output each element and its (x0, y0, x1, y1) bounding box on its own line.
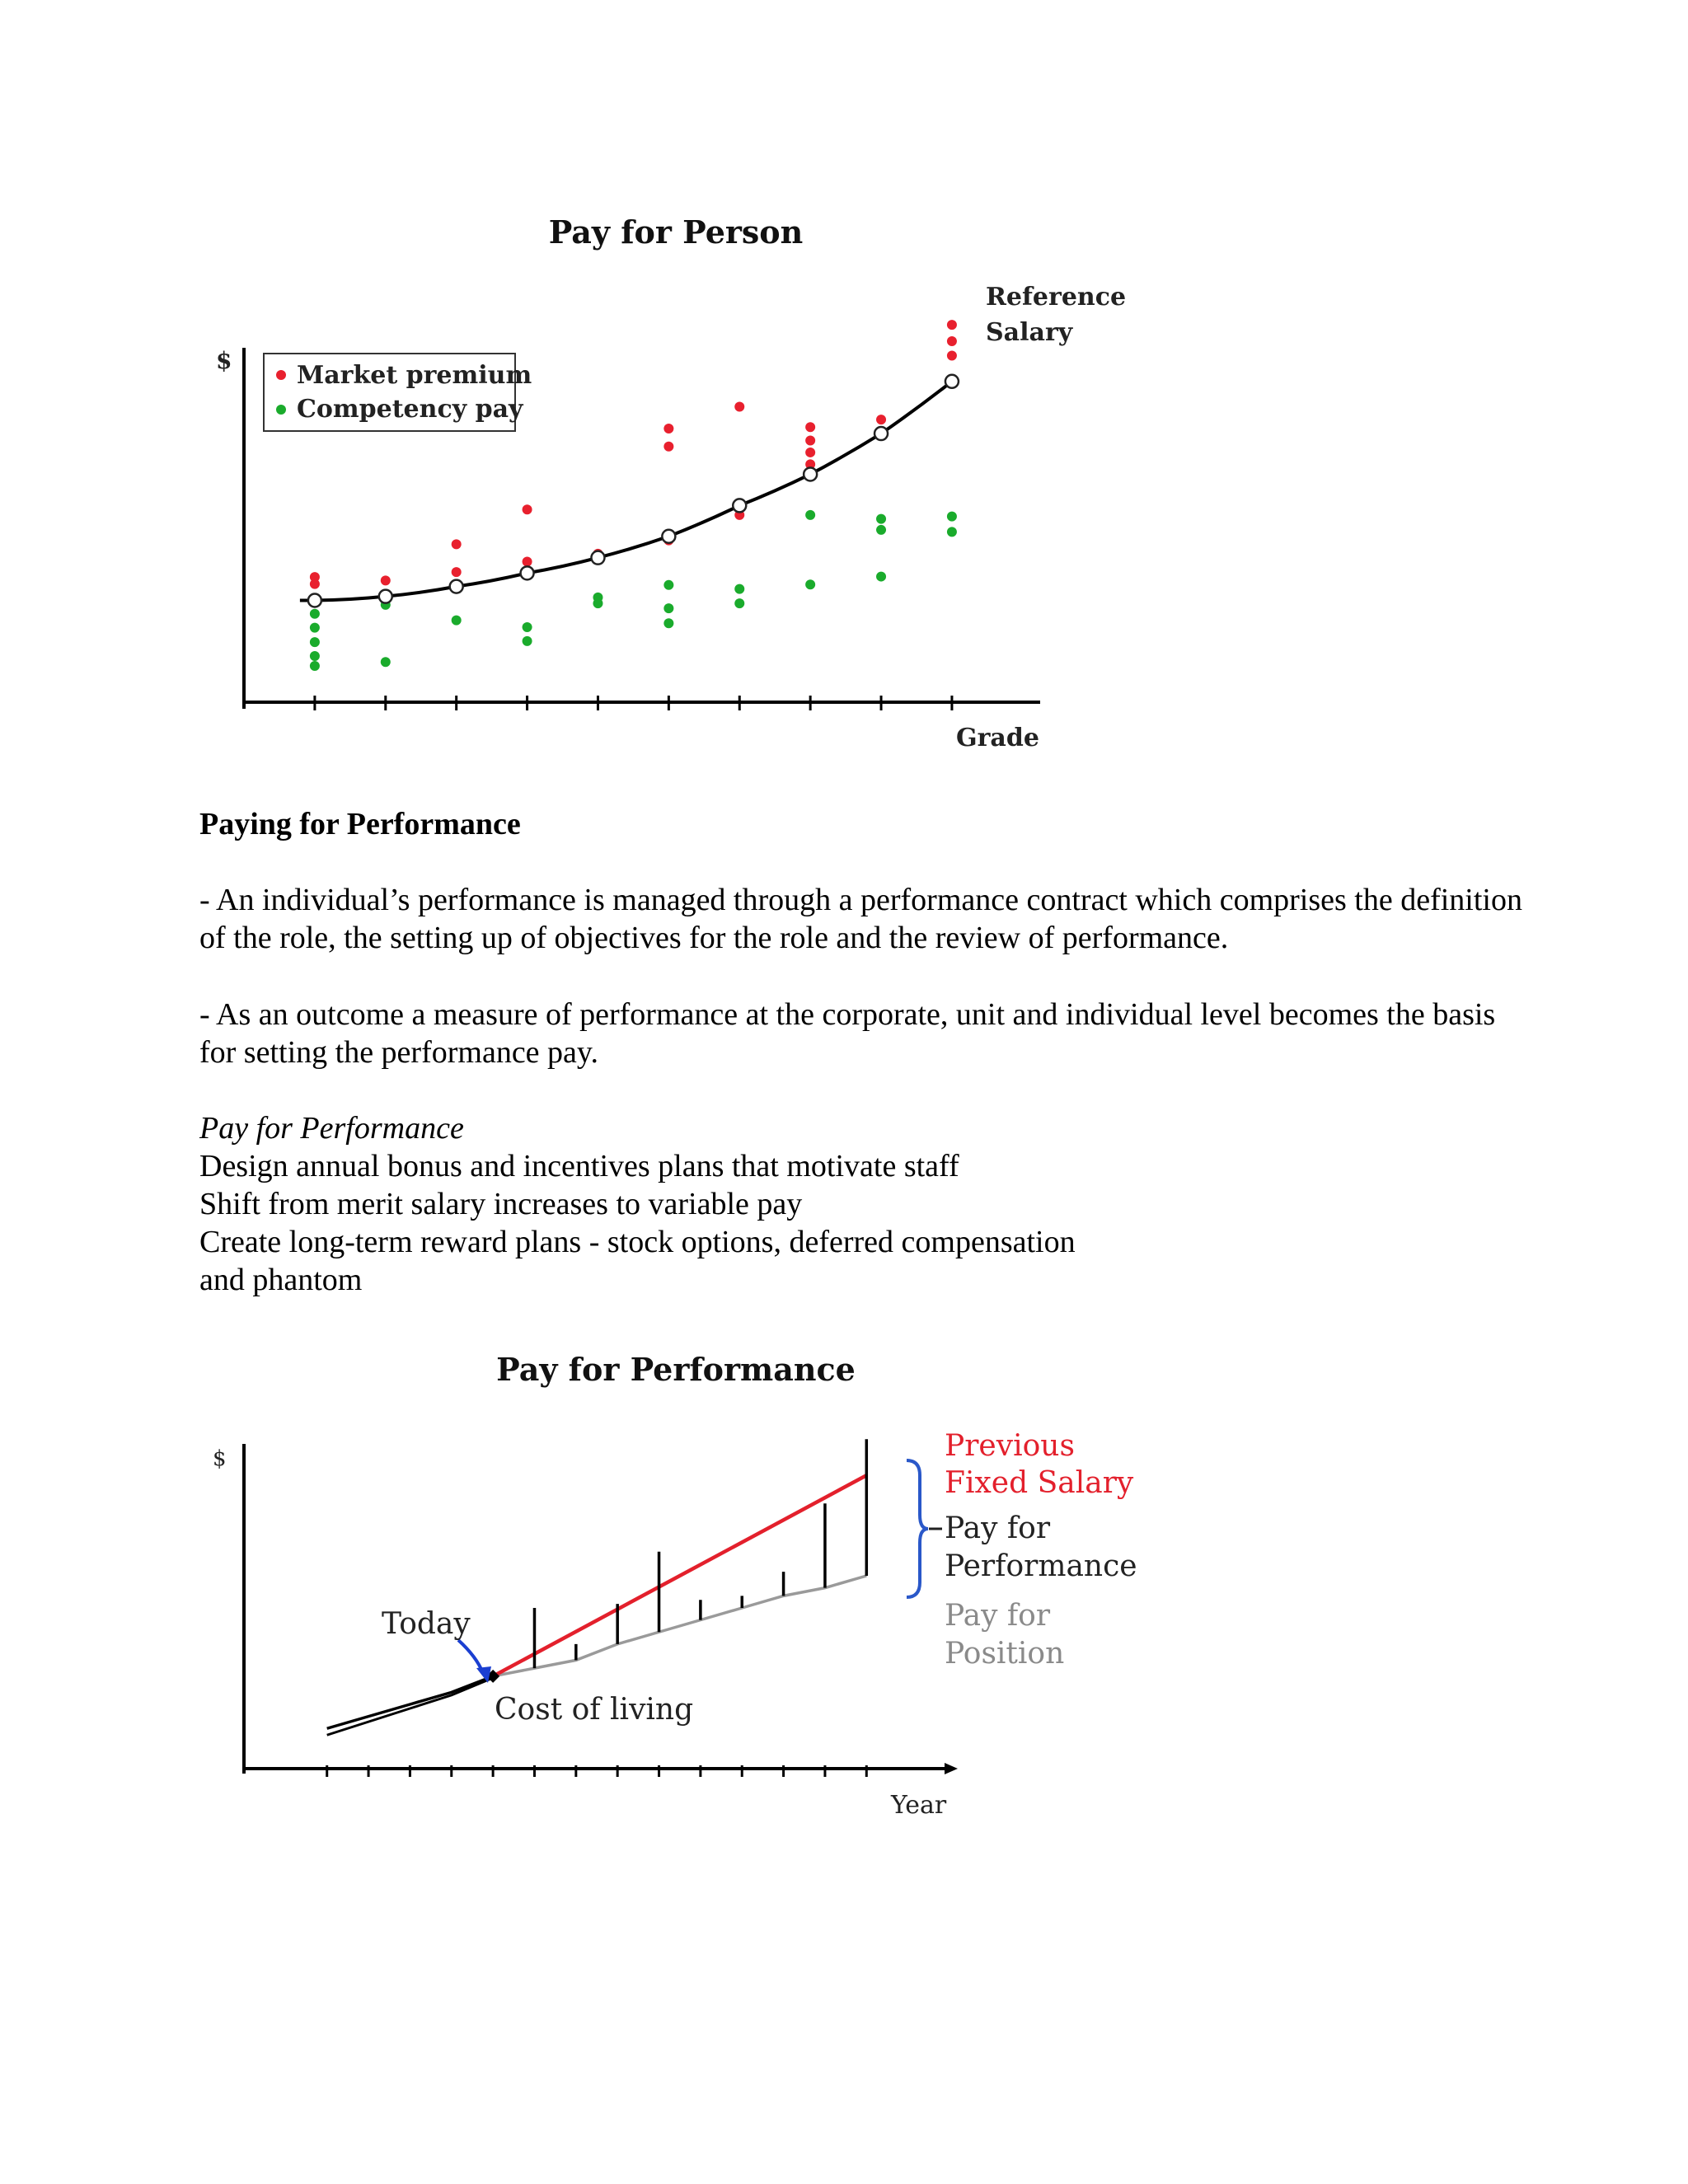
market-premium-point (805, 435, 815, 445)
competency-pay-point (593, 598, 603, 608)
reference-salary-point (379, 590, 392, 603)
competency-pay-point (663, 618, 673, 628)
today-label: Today (382, 1607, 471, 1641)
competency-pay-point (310, 651, 320, 661)
market-premium-point (734, 402, 744, 412)
reference-label-line1: Reference (986, 283, 1127, 312)
previous-fixed-salary-line (493, 1475, 866, 1676)
section-heading: Paying for Performance (199, 807, 521, 841)
legend-competency-pay: Competency pay (297, 395, 523, 424)
pay-for-performance-line2: Performance (945, 1549, 1137, 1583)
pay-for-person-chart (216, 213, 1126, 752)
chart2-title: Pay for Performance (496, 1351, 856, 1388)
competency-pay-point (310, 661, 320, 671)
pay-for-performance-chart (213, 1351, 1137, 1820)
section-heading-block (199, 805, 1535, 843)
market-premium-point (947, 350, 957, 360)
competency-pay-point (876, 572, 886, 582)
market-premium-point (381, 575, 391, 585)
market-premium-point (663, 424, 673, 434)
pay-for-performance-list (199, 1109, 1535, 1299)
paragraph-1-block (199, 881, 1535, 957)
competency-pay-point (805, 510, 815, 520)
chart1-y-label: $ (216, 347, 232, 374)
chart2-x-axis-arrow (945, 1763, 958, 1774)
list-item: Create long-term reward plans - stock options, deferred compensation (199, 1225, 1076, 1259)
competency-pay-point (734, 584, 744, 594)
competency-pay-point (947, 527, 957, 537)
market-premium-point (523, 504, 532, 514)
reference-salary-point (804, 467, 817, 480)
chart1-legend (264, 354, 532, 431)
competency-pay-point (876, 525, 886, 535)
chart1-x-label: Grade (956, 724, 1039, 752)
reference-salary-point (662, 530, 675, 543)
pay-for-position-line1: Pay for (945, 1599, 1051, 1633)
competency-pay-point (381, 657, 391, 667)
reference-label-line2: Salary (986, 318, 1073, 347)
list-item: and phantom (199, 1263, 363, 1297)
list-item: Design annual bonus and incentives plans that motivate staff (199, 1149, 959, 1183)
reference-salary-point (591, 551, 604, 565)
pay-for-position-line (493, 1576, 866, 1676)
legend-market-marker (276, 370, 286, 380)
paragraph-2-block (199, 996, 1535, 1071)
salary-brace-lower (907, 1529, 928, 1597)
competency-pay-point (310, 609, 320, 619)
market-premium-point (310, 579, 320, 589)
paragraph-2: - As an outcome a measure of performance at the corporate, unit and individual level becomes the basis for setting the performance pay. (199, 997, 1496, 1070)
reference-salary-point (521, 566, 534, 579)
list-item: Shift from merit salary increases to variable pay (199, 1187, 803, 1221)
legend-market-premium: Market premium (297, 361, 532, 390)
market-premium-point (805, 448, 815, 457)
reference-salary-point (874, 427, 888, 440)
market-premium-point (452, 567, 462, 577)
competency-pay-point (663, 603, 673, 613)
market-premium-point (805, 422, 815, 432)
legend-competency-marker (276, 405, 286, 415)
pay-for-position-line2: Position (945, 1637, 1065, 1671)
pay-for-performance-line1: Pay for (945, 1511, 1051, 1545)
competency-pay-point (310, 637, 320, 647)
market-premium-point (947, 320, 957, 330)
reference-salary-point (733, 499, 746, 512)
competency-pay-point (310, 623, 320, 633)
competency-pay-point (663, 580, 673, 590)
chart1-title: Pay for Person (548, 213, 804, 251)
competency-pay-point (805, 579, 815, 589)
reference-salary-point (945, 375, 959, 388)
competency-pay-point (734, 598, 744, 608)
market-premium-point (947, 336, 957, 346)
competency-pay-point (876, 514, 886, 524)
competency-pay-point (947, 512, 957, 522)
cost-of-living-label: Cost of living (495, 1693, 694, 1727)
salary-brace-upper (907, 1460, 928, 1529)
market-premium-point (523, 556, 532, 566)
list-title: Pay for Performance (199, 1111, 464, 1146)
market-premium-point (876, 415, 886, 424)
competency-pay-point (452, 616, 462, 626)
paragraph-1: - An individual’s performance is managed through a performance contract which comprises the definition of the role, the setting up of objectives for the role and the review of performance. (199, 883, 1522, 955)
competency-pay-point (523, 622, 532, 632)
previous-fixed-salary-line2: Fixed Salary (945, 1466, 1134, 1500)
market-premium-point (663, 442, 673, 452)
cost-of-living-line (327, 1676, 493, 1728)
competency-pay-point (523, 636, 532, 646)
market-premium-point (452, 539, 462, 549)
reference-salary-point (308, 593, 321, 607)
chart2-y-label: $ (213, 1446, 227, 1471)
reference-salary-point (450, 580, 463, 593)
chart2-x-label: Year (891, 1791, 947, 1820)
previous-fixed-salary-line1: Previous (945, 1429, 1075, 1463)
